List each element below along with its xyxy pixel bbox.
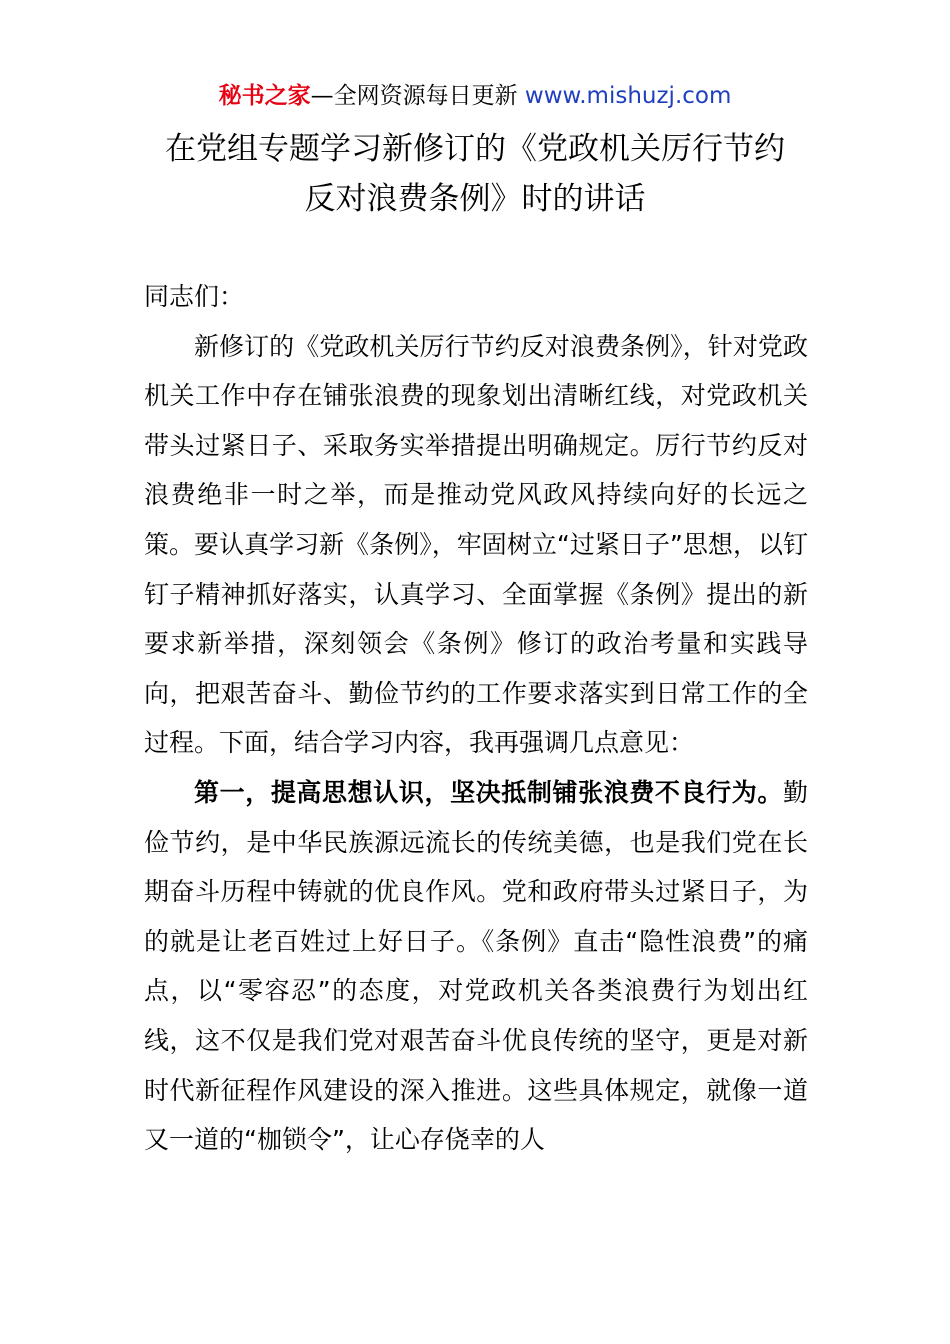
- paragraph-intro: 新修订的《党政机关厉行节约反对浪费条例》，针对党政机关工作中存在铺张浪费的现象划出清晰红线，对党政机关带头过紧日子、采取务实举措提出明确规定。厉行节约反对浪费绝非一时之举，而是推动党风政风持续向好的长远之策。要认真学习新《条例》，牢固树立“过紧日子”思想，以钉钉子精神抓好落实，认真学习、全面掌握《条例》提出的新要求新举措，深刻领会《条例》修订的政治考量和实践导向，把艰苦奋斗、勤俭节约的工作要求落实到日常工作的全过程。下面，结合学习内容，我再强调几点意见：: [144, 331, 808, 758]
- site-header: [0, 80, 950, 112]
- document-title-line-1: 在党组专题学习新修订的《党政机关厉行节约: [165, 131, 785, 167]
- document-title: [100, 124, 850, 224]
- site-tagline: —全网资源每日更新: [310, 83, 525, 109]
- salutation: 同志们：: [144, 282, 245, 311]
- first-point-heading: 第一，提高思想认识，坚决抵制铺张浪费不良行为。: [194, 777, 783, 807]
- paragraph-first-point: [144, 768, 808, 1165]
- document-body: [144, 272, 808, 1165]
- first-point-text: 勤俭节约，是中华民族源远流长的传统美德，也是我们党在长期奋斗历程中铸就的优良作风。党和政府带头过紧日子，为的就是让老百姓过上好日子。《条例》直击“隐性浪费”的痛点，以“零容忍”的态度，对党政机关各类浪费行为划出红线，这不仅是我们党对艰苦奋斗优良传统的坚守，更是对新时代新征程作风建设的深入推进。这些具体规定，就像一道又一道的“枷锁令”，让心存侥幸的人: [144, 777, 808, 1155]
- document-title-line-2: 反对浪费条例》时的讲话: [304, 181, 646, 217]
- site-url-link[interactable]: www.mishuzj.com: [524, 83, 732, 109]
- site-brand: 秘书之家: [218, 83, 311, 109]
